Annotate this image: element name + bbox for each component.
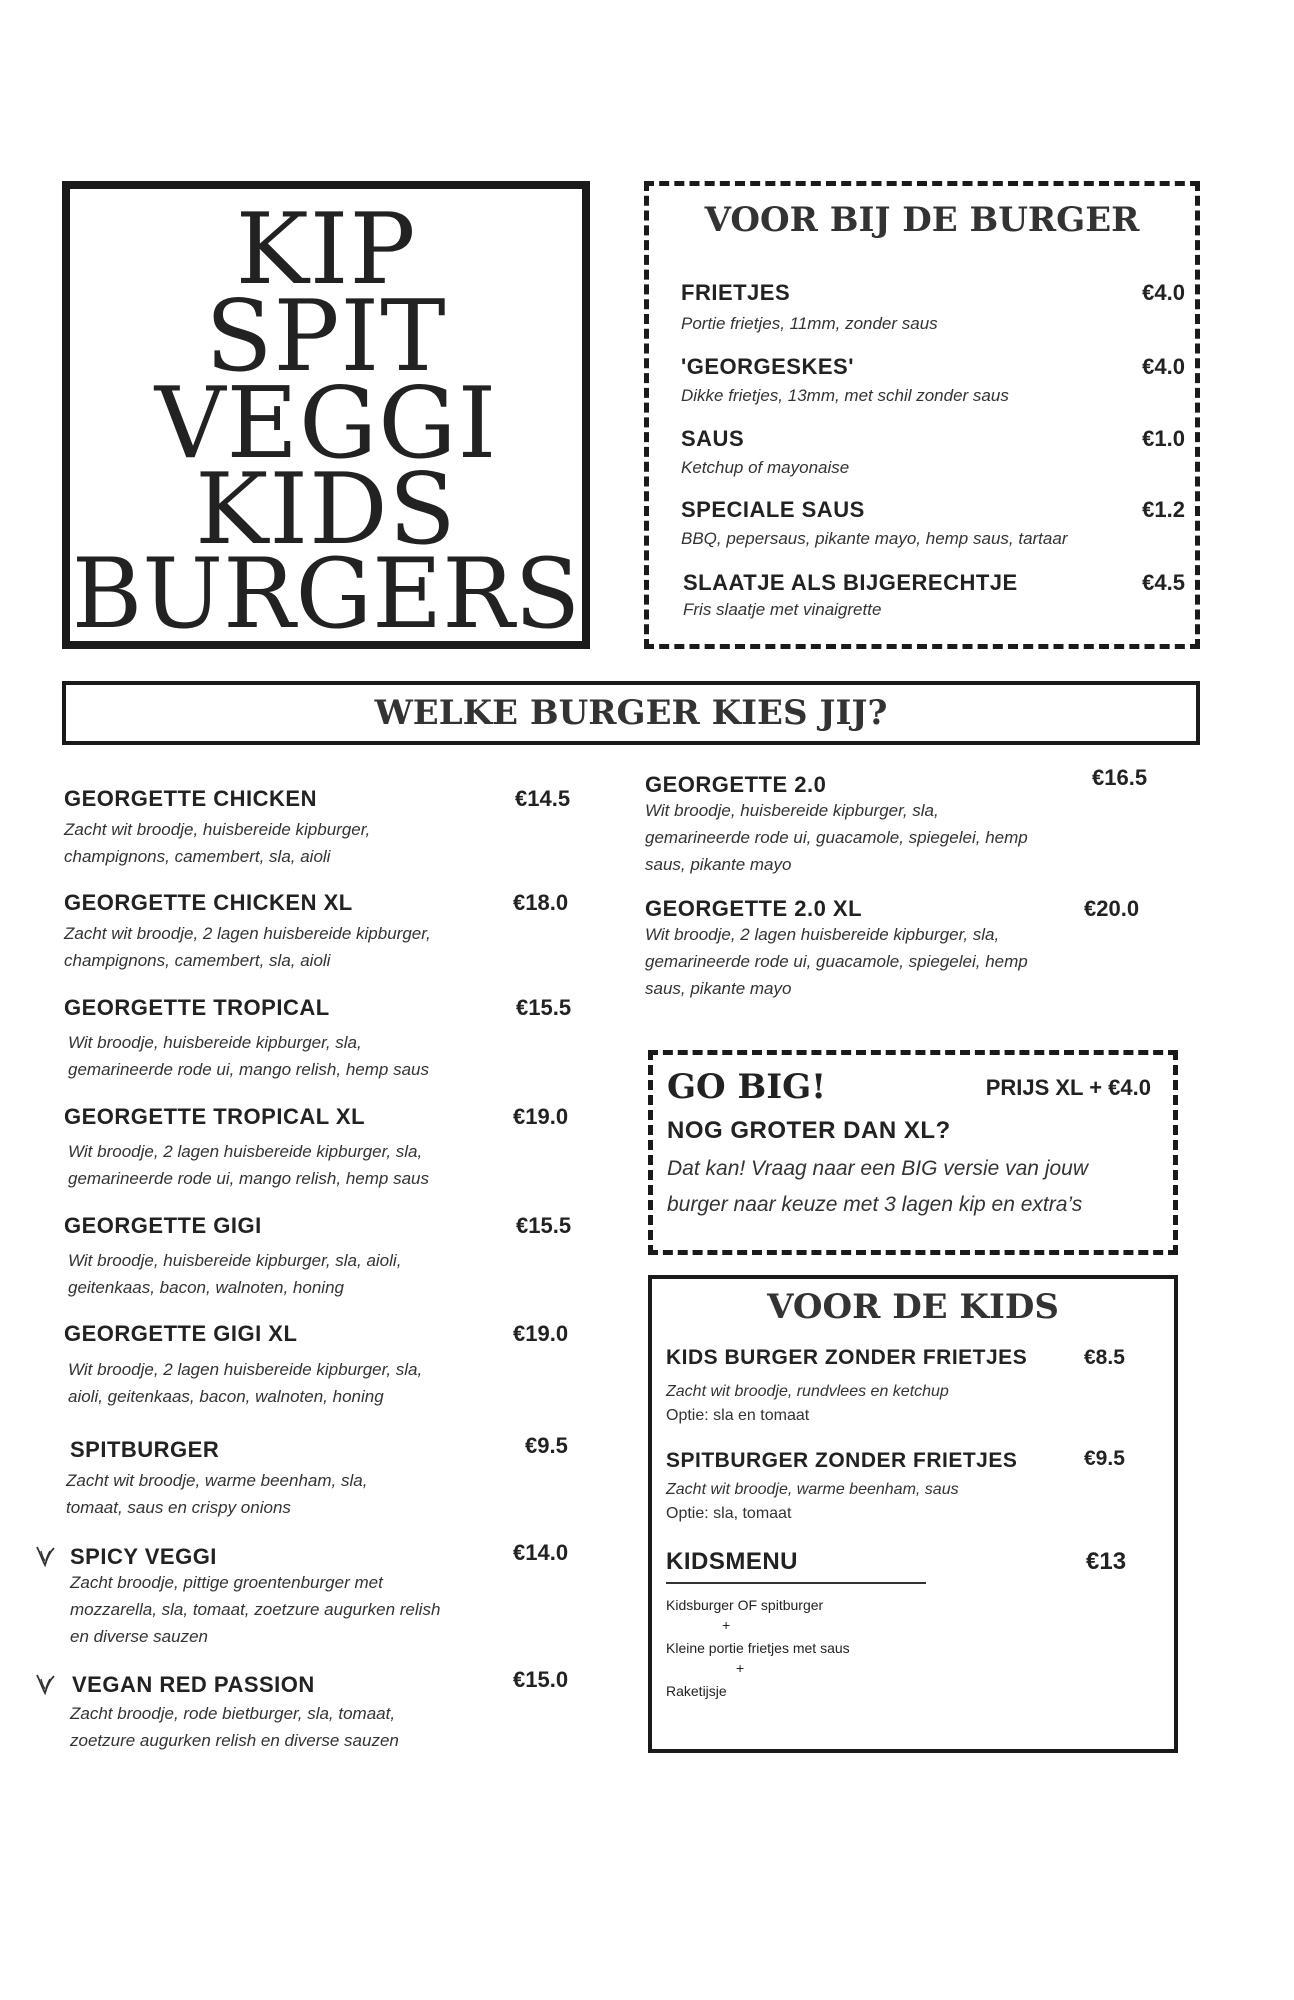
sides-box xyxy=(644,181,1200,649)
burger-desc-georgette-gigi: Wit broodje, huisbereide kipburger, sla, aioli, geitenkaas, bacon, walnoten, honing xyxy=(68,1251,402,1297)
burger-desc-georgette-chicken: Zacht wit broodje, huisbereide kipburger, champignons, camembert, sla, aioli xyxy=(64,820,371,866)
burger-price-georgette-chicken: €14.5 xyxy=(515,786,571,811)
burger-price-georgette-2-xl: €20.0 xyxy=(1084,896,1140,921)
kidsmenu-line: Kleine portie frietjes met saus xyxy=(666,1640,850,1656)
side-name-slaatje: SLAATJE ALS BIJGERECHTJE xyxy=(683,570,1018,595)
burger-name-georgette-gigi: GEORGETTE GIGI xyxy=(64,1213,262,1238)
side-desc-georgeskes: Dikke frietjes, 13mm, met schil zonder saus xyxy=(681,386,1009,405)
title-line-kip: KIP xyxy=(235,193,417,307)
kids-price-spitburger: €9.5 xyxy=(1084,1447,1125,1470)
burger-name-georgette-tropical: GEORGETTE TROPICAL xyxy=(64,995,330,1020)
burger-name-georgette-chicken: GEORGETTE CHICKEN xyxy=(64,786,317,811)
kids-desc-spitburger: Zacht wit broodje, warme beenham, saus Optie: sla, tomaat xyxy=(666,1481,959,1522)
burger-price-georgette-gigi-xl: €19.0 xyxy=(513,1321,569,1346)
kidsmenu-plus: + xyxy=(722,1617,731,1633)
go-big-box xyxy=(648,1050,1178,1255)
burger-desc-georgette-2: Wit broodje, huisbereide kipburger, sla, gemarineerde rode ui, guacamole, spiegelei, hemp saus, pikante mayo xyxy=(645,801,1028,874)
burger-desc-georgette-tropical: Wit broodje, huisbereide kipburger, sla, gemarineerde rode ui, mango relish, hemp saus xyxy=(68,1033,429,1079)
kids-title: VOOR DE KIDS xyxy=(767,1287,1059,1327)
burger-desc-vegan-red-passion: Zacht broodje, rode bietburger, sla, tomaat, zoetzure augurken relish en diverse sauzen xyxy=(70,1704,399,1750)
side-price-saus: €1.0 xyxy=(1142,426,1185,451)
burger-price-georgette-2: €16.5 xyxy=(1092,765,1148,790)
kidsmenu-line: Raketijsje xyxy=(666,1683,727,1699)
burger-price-spitburger: €9.5 xyxy=(525,1433,568,1458)
title-line-veggi: VEGGI xyxy=(154,367,498,481)
side-desc-saus: Ketchup of mayonaise xyxy=(681,458,850,477)
burger-price-georgette-chicken-xl: €18.0 xyxy=(513,890,569,915)
burger-desc-spitburger: Zacht wit broodje, warme beenham, sla, tomaat, saus en crispy onions xyxy=(66,1471,368,1517)
burger-name-georgette-2-xl: GEORGETTE 2.0 XL xyxy=(645,896,863,921)
burger-price-georgette-tropical-xl: €19.0 xyxy=(513,1104,569,1129)
burger-name-spicy-veggi: SPICY VEGGI xyxy=(70,1544,217,1569)
kids-name-kids-burger: KIDS BURGER ZONDER FRIETJES xyxy=(666,1346,1028,1369)
side-price-georgeskes: €4.0 xyxy=(1142,354,1185,379)
go-big-title: GO BIG! xyxy=(667,1067,827,1107)
kidsmenu-price: €13 xyxy=(1086,1548,1127,1575)
go-big-subtitle: NOG GROTER DAN XL? xyxy=(667,1117,951,1144)
kids-box xyxy=(648,1275,1178,1753)
burger-name-georgette-2: GEORGETTE 2.0 xyxy=(645,772,827,797)
kidsmenu-divider xyxy=(666,1582,926,1584)
side-price-slaatje: €4.5 xyxy=(1142,570,1185,595)
side-price-frietjes: €4.0 xyxy=(1142,280,1185,305)
side-name-georgeskes: 'GEORGESKES' xyxy=(681,354,854,379)
leaf-icon xyxy=(34,1545,56,1567)
burger-desc-georgette-tropical-xl: Wit broodje, 2 lagen huisbereide kipburger, sla, gemarineerde rode ui, mango relish, hemp saus xyxy=(68,1142,429,1188)
kids-name-spitburger: SPITBURGER ZONDER FRIETJES xyxy=(666,1449,1018,1472)
kids-price-kids-burger: €8.5 xyxy=(1084,1346,1125,1369)
kidsmenu-plus: + xyxy=(736,1660,745,1676)
burger-desc-georgette-gigi-xl: Wit broodje, 2 lagen huisbereide kipburger, sla, aioli, geitenkaas, bacon, walnoten, honing xyxy=(68,1360,423,1406)
side-name-frietjes: FRIETJES xyxy=(681,280,791,305)
burger-desc-spicy-veggi: Zacht broodje, pittige groentenburger met mozzarella, sla, tomaat, zoetzure augurken relish en diverse sauzen xyxy=(70,1573,441,1646)
side-desc-speciale-saus: BBQ, pepersaus, pikante mayo, hemp saus, tartaar xyxy=(681,529,1068,548)
side-name-speciale-saus: SPECIALE SAUS xyxy=(681,497,865,522)
burger-desc-georgette-chicken-xl: Zacht wit broodje, 2 lagen huisbereide kipburger, champignons, camembert, sla, aioli xyxy=(64,924,431,970)
title-line-spit: SPIT xyxy=(205,280,447,394)
burger-name-georgette-chicken-xl: GEORGETTE CHICKEN XL xyxy=(64,890,353,915)
go-big-price: PRIJS XL + €4.0 xyxy=(985,1075,1151,1100)
side-price-speciale-saus: €1.2 xyxy=(1142,497,1185,522)
burger-price-georgette-tropical: €15.5 xyxy=(516,995,572,1020)
title-line-kids: KIDS xyxy=(195,453,457,567)
go-big-description: Dat kan! Vraag naar een BIG versie van jouw burger naar keuze met 3 lagen kip en extra’s xyxy=(667,1157,1089,1216)
title-box xyxy=(62,181,590,649)
burger-name-vegan-red-passion: VEGAN RED PASSION xyxy=(72,1672,315,1697)
burger-desc-georgette-2-xl: Wit broodje, 2 lagen huisbereide kipburger, sla, gemarineerde rode ui, guacamole, spiegelei, hemp saus, pikante mayo xyxy=(645,925,1028,998)
leaf-icon xyxy=(34,1673,56,1695)
burger-name-georgette-gigi-xl: GEORGETTE GIGI XL xyxy=(64,1321,298,1346)
side-desc-frietjes: Portie frietjes, 11mm, zonder saus xyxy=(681,314,938,333)
kids-desc-kids-burger: Zacht wit broodje, rundvlees en ketchup Optie: sla en tomaat xyxy=(666,1383,949,1424)
choose-burger-title: WELKE BURGER KIES JIJ? xyxy=(374,693,888,733)
side-desc-slaatje: Fris slaatje met vinaigrette xyxy=(683,600,882,619)
burger-name-georgette-tropical-xl: GEORGETTE TROPICAL XL xyxy=(64,1104,366,1129)
burger-price-spicy-veggi: €14.0 xyxy=(513,1540,569,1565)
title-line-burgers: BURGERS xyxy=(71,538,581,650)
side-name-saus: SAUS xyxy=(681,426,745,451)
burger-name-spitburger: SPITBURGER xyxy=(70,1437,220,1462)
kidsmenu-line: Kidsburger OF spitburger xyxy=(666,1597,824,1613)
sides-title: VOOR BIJ DE BURGER xyxy=(704,200,1140,240)
kidsmenu-label: KIDSMENU xyxy=(666,1548,799,1575)
choose-burger-bar xyxy=(62,681,1200,745)
burger-price-georgette-gigi: €15.5 xyxy=(516,1213,572,1238)
burger-price-vegan-red-passion: €15.0 xyxy=(513,1667,569,1692)
